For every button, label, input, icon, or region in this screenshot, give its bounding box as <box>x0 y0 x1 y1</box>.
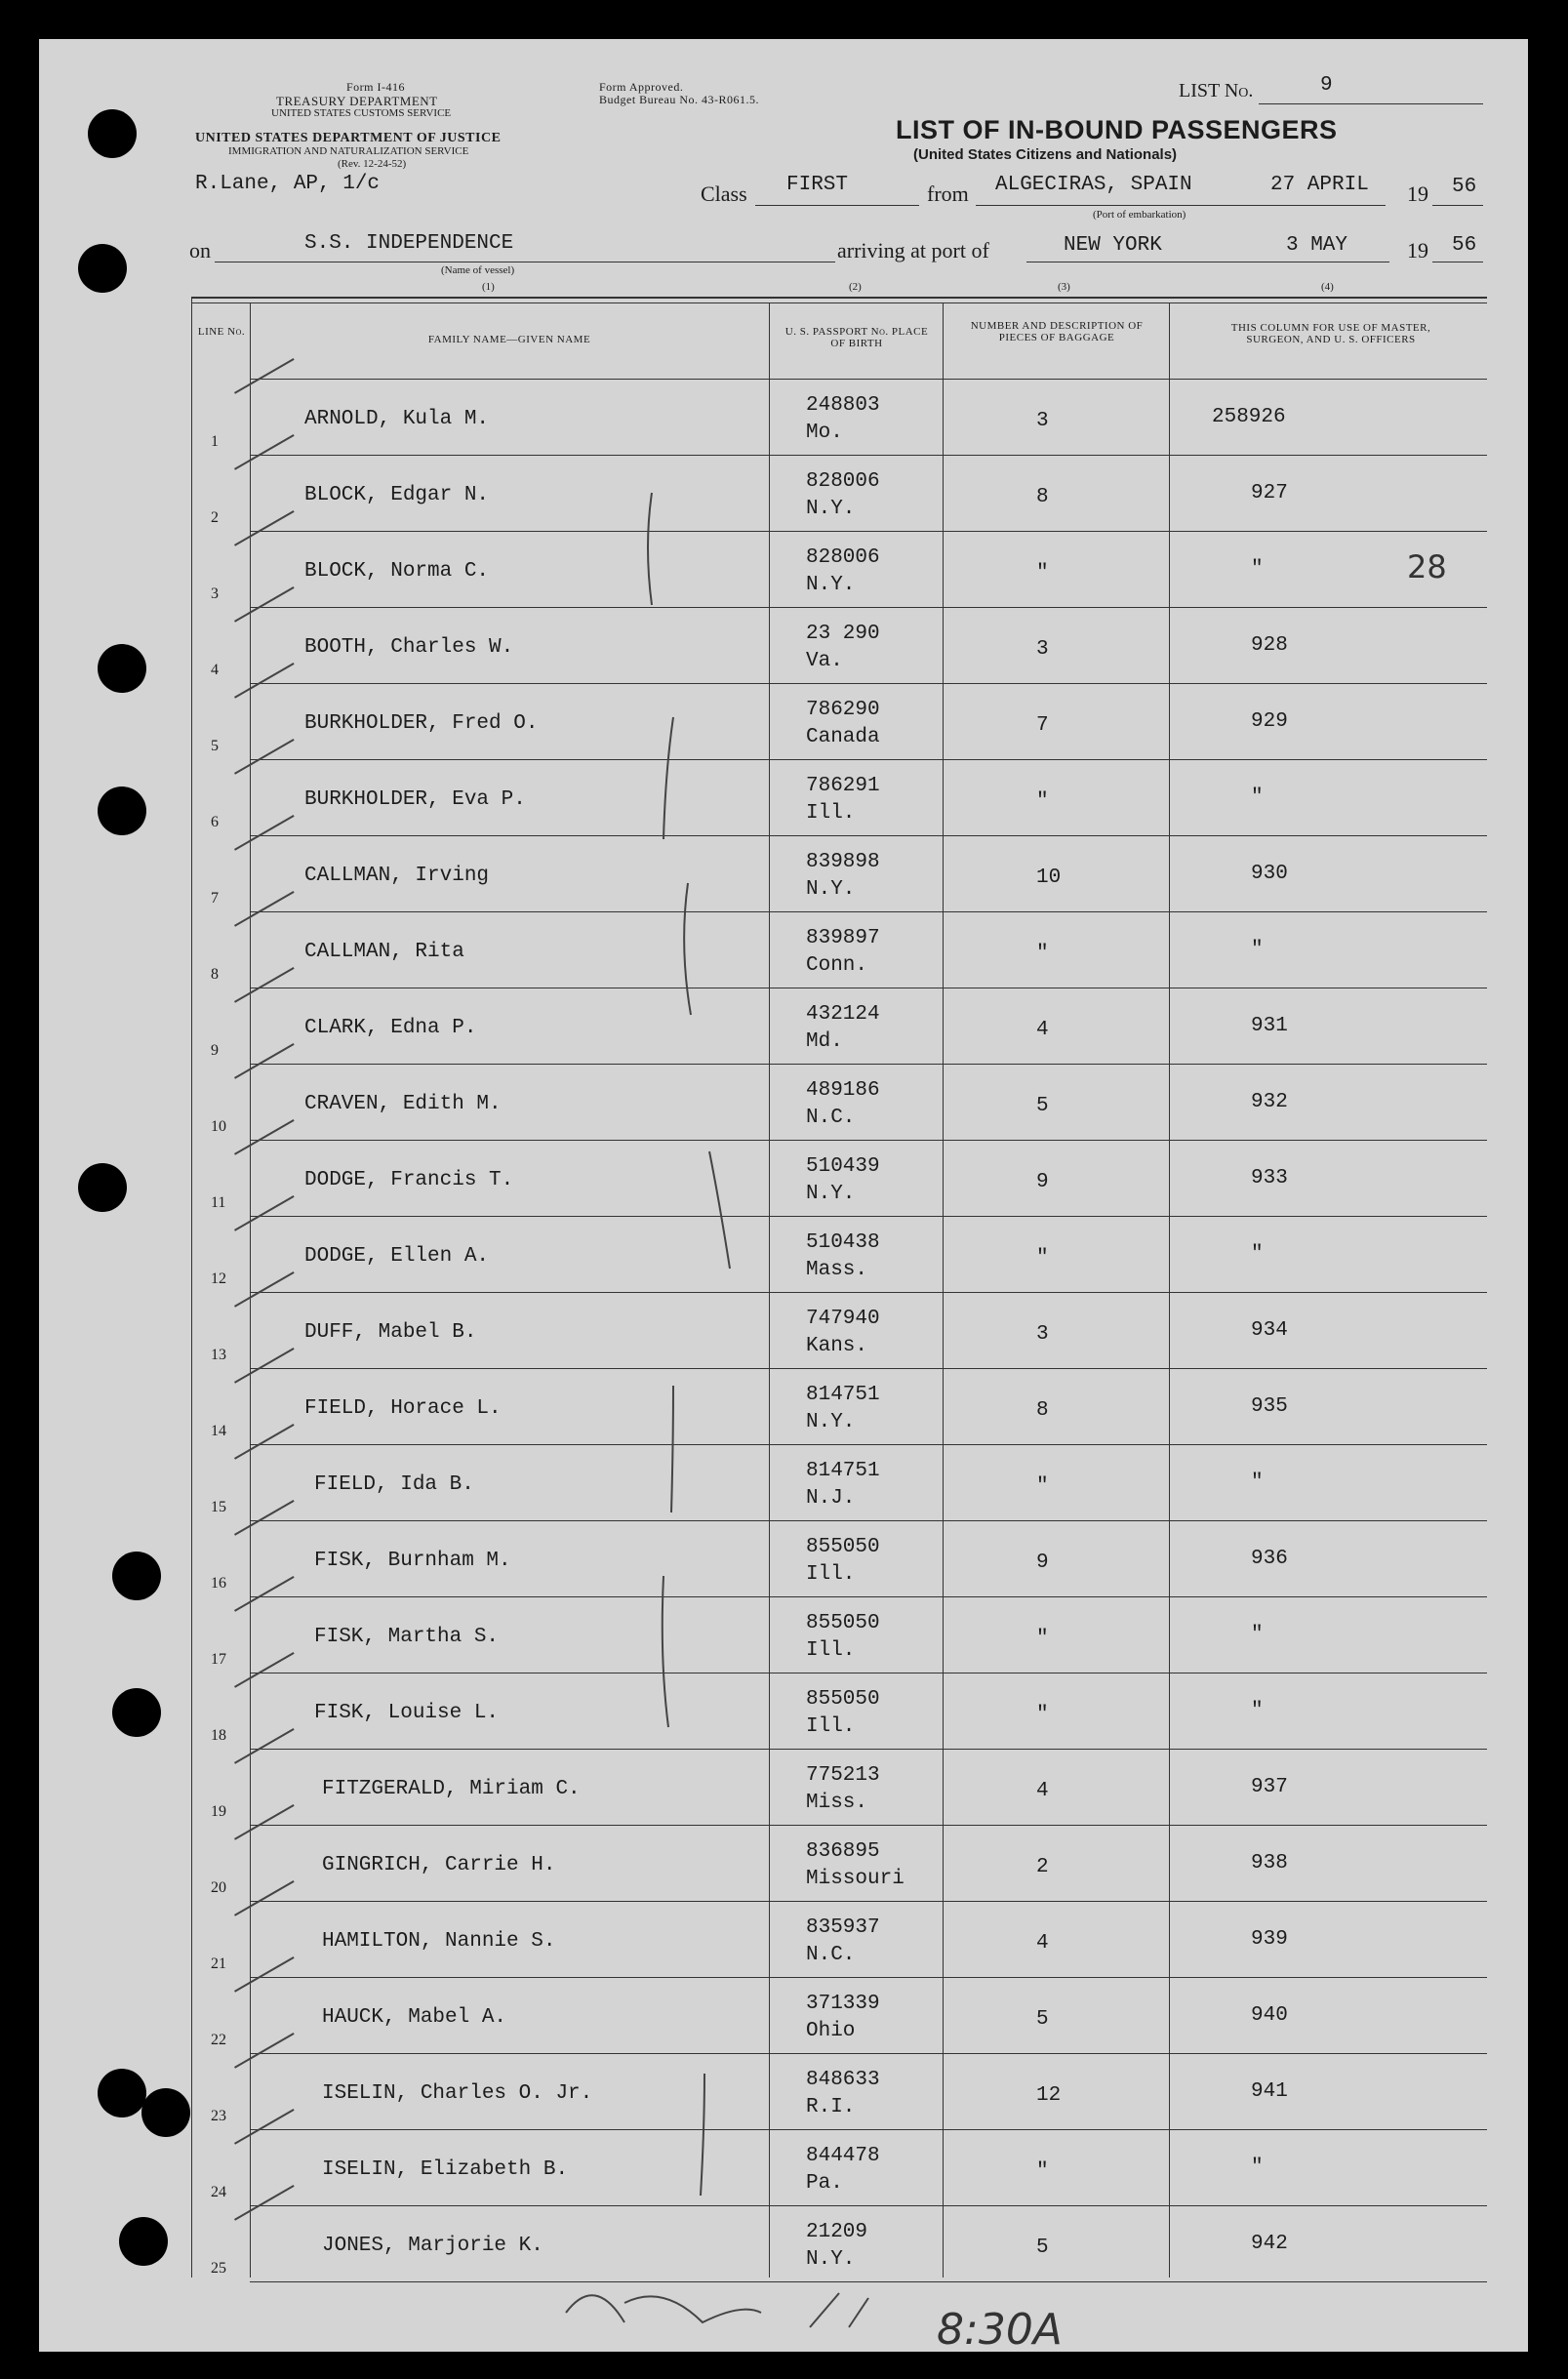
passenger-name: BURKHOLDER, Eva P. <box>304 788 526 811</box>
place-of-birth: Mo. <box>806 422 843 444</box>
line-number: 12 <box>211 1270 226 1287</box>
arrival-date: 3 MAY <box>1286 234 1348 257</box>
baggage-count: 3 <box>1036 410 1049 432</box>
place-of-birth: Ohio <box>806 2020 856 2042</box>
place-of-birth: R.I. <box>806 2096 856 2118</box>
baggage-count: 9 <box>1036 1171 1049 1193</box>
officer-number: 934 <box>1251 1319 1288 1342</box>
passenger-name: GINGRICH, Carrie H. <box>322 1854 556 1876</box>
embark-year: 56 <box>1452 176 1477 198</box>
line-number: 14 <box>211 1423 226 1439</box>
passport-number: 510439 <box>806 1155 880 1178</box>
immigration-service: IMMIGRATION AND NATURALIZATION SERVICE <box>228 145 469 157</box>
passport-number: 248803 <box>806 394 880 417</box>
passport-number: 21209 <box>806 2221 868 2243</box>
line-number: 18 <box>211 1727 226 1744</box>
place-of-birth: N.Y. <box>806 878 856 901</box>
officer-number: " <box>1251 786 1264 809</box>
footer-note: 8:30A <box>937 2305 1063 2355</box>
place-of-birth: Canada <box>806 726 880 748</box>
line-number: 6 <box>211 814 219 830</box>
line-number: 21 <box>211 1956 226 1972</box>
officer-number: 942 <box>1251 2233 1288 2255</box>
place-of-birth: Mass. <box>806 1259 868 1281</box>
col-header-officers: THIS COLUMN FOR USE OF MASTER, SURGEON, AND U. S. OFFICERS <box>1230 322 1431 345</box>
line-number: 13 <box>211 1347 226 1363</box>
place-of-birth: N.Y. <box>806 574 856 596</box>
embarkation-date: 27 APRIL <box>1270 174 1369 196</box>
place-of-birth: Kans. <box>806 1335 868 1357</box>
line-number: 10 <box>211 1118 226 1135</box>
officer-number: " <box>1251 1472 1264 1494</box>
class-label: Class <box>701 181 747 206</box>
class-value: FIRST <box>786 174 849 196</box>
place-of-birth: N.Y. <box>806 1411 856 1433</box>
passport-number: 836895 <box>806 1840 880 1863</box>
officer-number: 936 <box>1251 1548 1288 1570</box>
passenger-name: FIELD, Ida B. <box>314 1473 474 1496</box>
place-of-birth: Ill. <box>806 802 856 825</box>
baggage-count: 12 <box>1036 2084 1062 2107</box>
line-number: 8 <box>211 966 219 983</box>
officer-number: " <box>1251 1243 1264 1266</box>
passport-number: 839897 <box>806 927 880 949</box>
line-number: 22 <box>211 2032 226 2048</box>
page-subtitle: (United States Citizens and Nationals) <box>913 146 1178 163</box>
passenger-name: FISK, Burnham M. <box>314 1550 511 1572</box>
arrival-port: NEW YORK <box>1064 234 1162 257</box>
officer-number: 940 <box>1251 2004 1288 2027</box>
passport-number: 432124 <box>806 1003 880 1026</box>
passport-number: 844478 <box>806 2145 880 2167</box>
passport-number: 828006 <box>806 470 880 493</box>
baggage-count: 2 <box>1036 1856 1049 1878</box>
officer-number: " <box>1251 939 1264 961</box>
passenger-name: CALLMAN, Irving <box>304 865 490 887</box>
list-no-label: LIST No. <box>1179 80 1254 101</box>
passport-number: 855050 <box>806 1536 880 1558</box>
on-label: on <box>189 238 211 262</box>
passenger-name: CRAVEN, Edith M. <box>304 1093 502 1115</box>
place-of-birth: Ill. <box>806 1563 856 1586</box>
baggage-count: 3 <box>1036 1323 1049 1346</box>
page-title: LIST OF IN-BOUND PASSENGERS <box>896 115 1338 144</box>
officer-number: 258926 <box>1212 406 1286 428</box>
passport-number: 23 290 <box>806 623 880 645</box>
passenger-name: DODGE, Francis T. <box>304 1169 514 1191</box>
place-of-birth: N.Y. <box>806 2248 856 2271</box>
baggage-count: " <box>1036 562 1049 585</box>
port-caption: (Port of embarkation) <box>1093 209 1186 221</box>
passport-number: 371339 <box>806 1993 880 2015</box>
passport-number: 510438 <box>806 1231 880 1254</box>
passenger-name: DUFF, Mabel B. <box>304 1321 477 1344</box>
arrival-year-prefix: 19 <box>1407 238 1428 262</box>
col-header-baggage: NUMBER AND DESCRIPTION OF PIECES OF BAGGAGE <box>970 320 1144 343</box>
passport-number: 828006 <box>806 546 880 569</box>
passenger-name: ARNOLD, Kula M. <box>304 408 490 430</box>
baggage-count: " <box>1036 943 1049 965</box>
place-of-birth: Conn. <box>806 954 868 977</box>
customs-service: UNITED STATES CUSTOMS SERVICE <box>271 107 452 119</box>
line-number: 7 <box>211 890 219 907</box>
baggage-count: 5 <box>1036 2237 1049 2259</box>
passenger-name: HAUCK, Mabel A. <box>322 2006 507 2029</box>
budget-bureau: Budget Bureau No. 43-R061.5. <box>599 93 759 106</box>
form-approved: Form Approved. <box>599 80 684 94</box>
baggage-count: 4 <box>1036 1780 1049 1802</box>
place-of-birth: Ill. <box>806 1715 856 1738</box>
baggage-count: 9 <box>1036 1552 1049 1574</box>
officer-number: 930 <box>1251 863 1288 885</box>
baggage-count: 5 <box>1036 1095 1049 1117</box>
officer-number: 937 <box>1251 1776 1288 1798</box>
officer-number: 932 <box>1251 1091 1288 1113</box>
arrival-year: 56 <box>1452 234 1477 257</box>
place-of-birth: N.C. <box>806 1944 856 1966</box>
embark-year-prefix: 19 <box>1407 181 1428 206</box>
col-num-3: (3) <box>1058 281 1070 293</box>
passenger-name: ISELIN, Elizabeth B. <box>322 2158 569 2181</box>
line-number: 16 <box>211 1575 226 1592</box>
passenger-name: DODGE, Ellen A. <box>304 1245 490 1268</box>
officer-number: " <box>1251 1624 1264 1646</box>
passenger-name: FIELD, Horace L. <box>304 1397 502 1420</box>
form-revision: (Rev. 12-24-52) <box>338 158 407 170</box>
col-num-4: (4) <box>1321 281 1334 293</box>
arriving-label: arriving at port of <box>837 238 989 262</box>
place-of-birth: N.J. <box>806 1487 856 1510</box>
passenger-name: FITZGERALD, Miriam C. <box>322 1778 581 1800</box>
line-number: 2 <box>211 509 219 526</box>
line-number: 24 <box>211 2184 226 2200</box>
place-of-birth: Missouri <box>806 1868 905 1890</box>
passenger-name: BOOTH, Charles W. <box>304 636 514 659</box>
passenger-name: CALLMAN, Rita <box>304 941 464 963</box>
officer-number: 933 <box>1251 1167 1288 1190</box>
form-number: Form I-416 <box>346 80 405 94</box>
officer-number: 938 <box>1251 1852 1288 1875</box>
col-header-passport: U. S. PASSPORT No. PLACE OF BIRTH <box>784 326 929 349</box>
vessel-caption: (Name of vessel) <box>441 264 515 276</box>
col-num-2: (2) <box>849 281 862 293</box>
baggage-count: " <box>1036 2160 1049 2183</box>
passenger-name: CLARK, Edna P. <box>304 1017 477 1039</box>
baggage-count: 10 <box>1036 867 1062 889</box>
officer-number: 929 <box>1251 710 1288 733</box>
baggage-count: 5 <box>1036 2008 1049 2031</box>
dept-treasury: TREASURY DEPARTMENT <box>276 94 438 108</box>
officer-number: 927 <box>1251 482 1288 504</box>
baggage-count: " <box>1036 1704 1049 1726</box>
baggage-count: 4 <box>1036 1932 1049 1955</box>
dept-justice: UNITED STATES DEPARTMENT OF JUSTICE <box>195 131 502 145</box>
place-of-birth: Va. <box>806 650 843 672</box>
passenger-name: ISELIN, Charles O. Jr. <box>322 2082 593 2105</box>
passenger-name: BURKHOLDER, Fred O. <box>304 712 539 735</box>
vessel-name: S.S. INDEPENDENCE <box>304 232 514 255</box>
passport-number: 855050 <box>806 1612 880 1634</box>
line-number: 25 <box>211 2260 226 2277</box>
line-number: 19 <box>211 1803 226 1820</box>
line-number: 9 <box>211 1042 219 1059</box>
col-num-1: (1) <box>482 281 495 293</box>
passenger-name: JONES, Marjorie K. <box>322 2235 543 2257</box>
passport-number: 775213 <box>806 1764 880 1787</box>
line-number: 20 <box>211 1879 226 1896</box>
baggage-count: 8 <box>1036 486 1049 508</box>
passenger-name: FISK, Louise L. <box>314 1702 500 1724</box>
officer-number: 931 <box>1251 1015 1288 1037</box>
baggage-count: " <box>1036 790 1049 813</box>
col-header-name: FAMILY NAME—GIVEN NAME <box>427 334 591 345</box>
line-number: 1 <box>211 433 219 450</box>
baggage-count: " <box>1036 1475 1049 1498</box>
list-no-value: 9 <box>1320 74 1333 97</box>
officer-number: " <box>1251 558 1264 581</box>
passport-number: 489186 <box>806 1079 880 1102</box>
line-number: 17 <box>211 1651 226 1668</box>
passenger-name: BLOCK, Edgar N. <box>304 484 490 506</box>
passenger-name: BLOCK, Norma C. <box>304 560 490 583</box>
place-of-birth: N.C. <box>806 1107 856 1129</box>
line-number: 15 <box>211 1499 226 1515</box>
line-number: 3 <box>211 585 219 602</box>
passport-number: 814751 <box>806 1384 880 1406</box>
line-number: 11 <box>211 1194 226 1211</box>
place-of-birth: Md. <box>806 1030 843 1053</box>
passport-number: 786291 <box>806 775 880 797</box>
passenger-name: FISK, Martha S. <box>314 1626 500 1648</box>
baggage-count: 3 <box>1036 638 1049 661</box>
place-of-birth: Pa. <box>806 2172 843 2195</box>
baggage-count: 7 <box>1036 714 1049 737</box>
col-header-line-no: LINE No. <box>197 326 246 338</box>
passport-number: 835937 <box>806 1916 880 1939</box>
passenger-name: HAMILTON, Nannie S. <box>322 1930 556 1953</box>
place-of-birth: Ill. <box>806 1639 856 1662</box>
officer-number: 928 <box>1251 634 1288 657</box>
passport-number: 786290 <box>806 699 880 721</box>
margin-note: 28 <box>1407 548 1447 585</box>
passport-number: 855050 <box>806 1688 880 1711</box>
line-number: 4 <box>211 662 219 678</box>
place-of-birth: N.Y. <box>806 498 856 520</box>
passport-number: 814751 <box>806 1460 880 1482</box>
passport-number: 839898 <box>806 851 880 873</box>
place-of-birth: Miss. <box>806 1792 868 1814</box>
officer-number: 941 <box>1251 2080 1288 2103</box>
baggage-count: " <box>1036 1628 1049 1650</box>
line-number: 23 <box>211 2108 226 2124</box>
passport-number: 747940 <box>806 1308 880 1330</box>
from-label: from <box>927 181 969 206</box>
baggage-count: " <box>1036 1247 1049 1270</box>
line-number: 5 <box>211 738 219 754</box>
officer-number: " <box>1251 2157 1264 2179</box>
officer-note: R.Lane, AP, 1/c <box>195 173 381 195</box>
baggage-count: 8 <box>1036 1399 1049 1422</box>
officer-number: " <box>1251 1700 1264 1722</box>
officer-number: 939 <box>1251 1928 1288 1951</box>
port-of-embarkation: ALGECIRAS, SPAIN <box>995 174 1192 196</box>
baggage-count: 4 <box>1036 1019 1049 1041</box>
passport-number: 848633 <box>806 2069 880 2091</box>
place-of-birth: N.Y. <box>806 1183 856 1205</box>
officer-number: 935 <box>1251 1395 1288 1418</box>
